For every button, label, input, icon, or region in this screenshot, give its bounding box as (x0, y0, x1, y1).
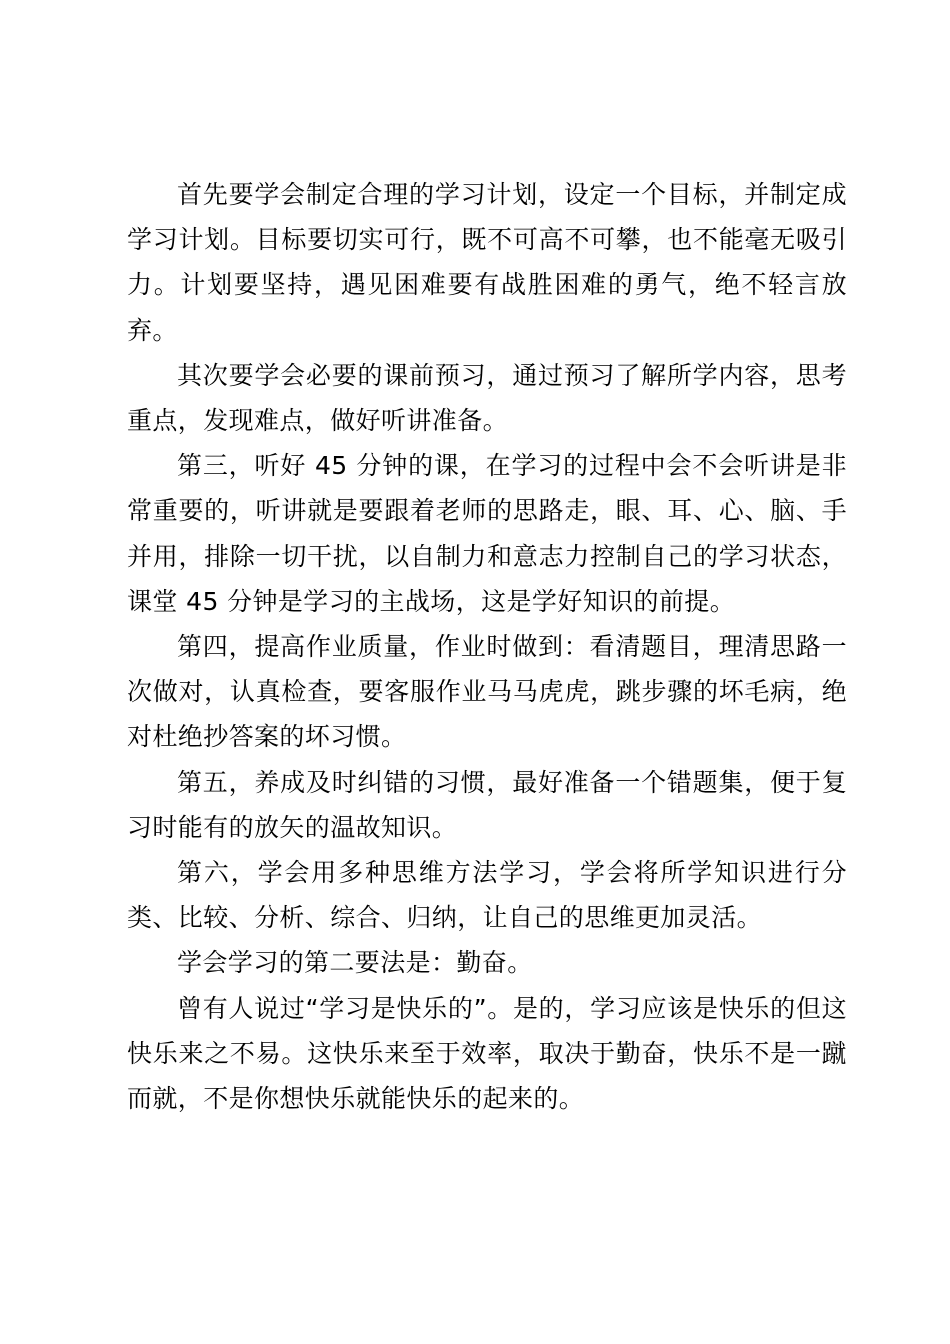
paragraph-homework-quality: 第四，提高作业质量，作业时做到：看清题目，理清思路一次做对，认真检查，要客服作业马马虎虎，跳步骤的坏毛病，绝对杜绝抄答案的坏习惯。 (127, 632, 847, 752)
document-body (127, 172, 847, 1121)
paragraph-thinking-methods: 第六，学会用多种思维方法学习，学会将所学知识进行分类、比较、分析、综合、归纳，让自己的思维更加灵活。 (127, 858, 847, 933)
paragraph-happy-learning: 曾有人说过“学习是快乐的”。是的，学习应该是快乐的但这快乐来之不易。这快乐来至于效率，取决于勤奋，快乐不是一蹴而就，不是你想快乐就能快乐的起来的。 (127, 993, 847, 1114)
paragraph-listen-class: 第三，听好 45 分钟的课，在学习的过程中会不会听讲是非常重要的，听讲就是要跟着老师的思路走，眼、耳、心、脑、手并用，排除一切干扰，以自制力和意志力控制自己的学习状态，课堂 45 分钟是学习的主战场，这是学好知识的前提。 (127, 451, 847, 616)
paragraph-error-correction: 第五，养成及时纠错的习惯，最好准备一个错题集，便于复习时能有的放矢的温故知识。 (127, 767, 847, 842)
paragraph-preview: 其次要学会必要的课前预习，通过预习了解所学内容，思考重点，发现难点，做好听讲准备。 (127, 360, 847, 436)
paragraph-second-method: 学会学习的第二要法是：勤奋。 (177, 948, 533, 978)
paragraph-study-plan: 首先要学会制定合理的学习计划，设定一个目标，并制定成学习计划。目标要切实可行，既不可高不可攀，也不能毫无吸引力。计划要坚持，遇见困难要有战胜困难的勇气，绝不轻言放弃。 (127, 180, 847, 345)
